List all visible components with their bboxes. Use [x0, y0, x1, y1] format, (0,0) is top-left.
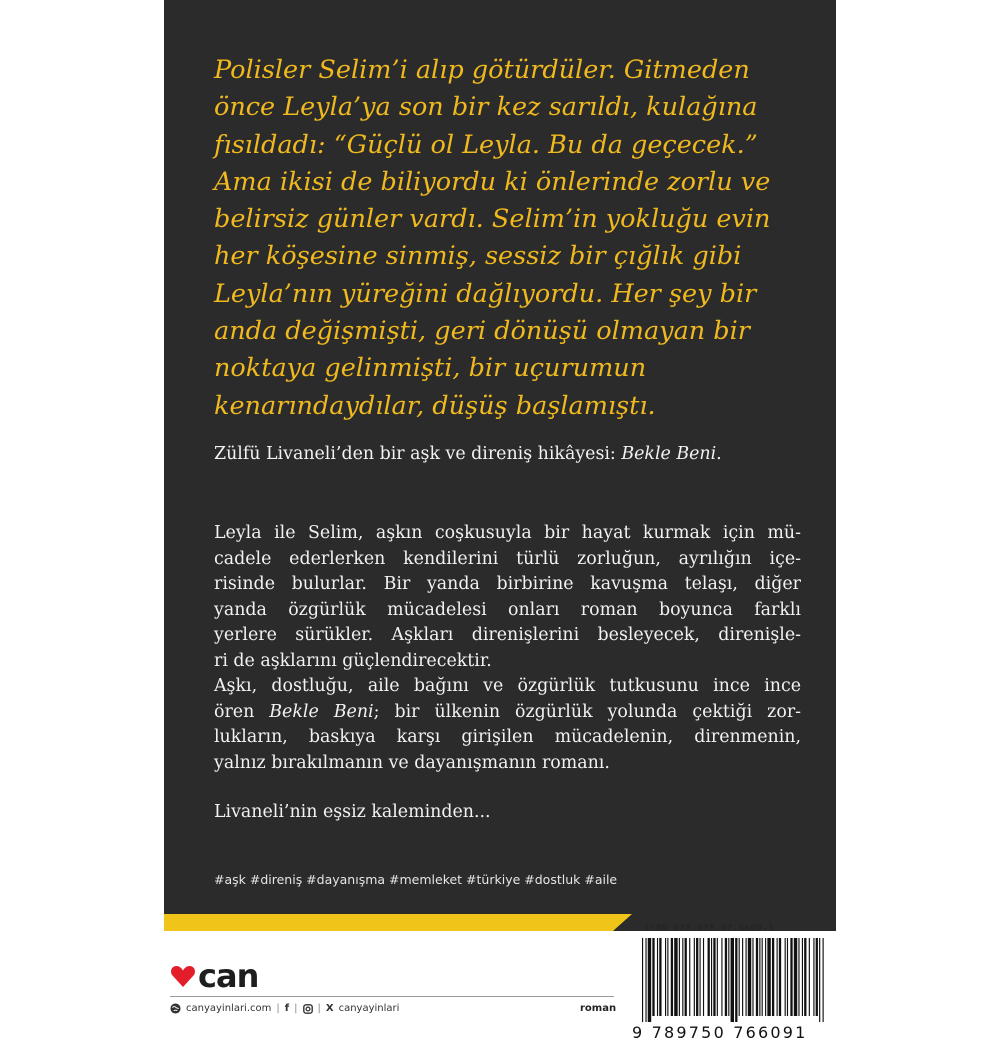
barcode-bar	[809, 938, 810, 1016]
book-title-inline: Bekle Beni	[269, 701, 374, 722]
synopsis-line: ri de aşklarını güçlendirecektir.	[214, 650, 492, 671]
barcode-bar	[725, 938, 727, 1016]
intro-line	[214, 442, 801, 468]
barcode-bar	[823, 938, 824, 1022]
barcode-bar	[787, 938, 788, 1016]
barcode-bar	[642, 938, 643, 1022]
barcode-bar	[717, 938, 718, 1016]
barcode-bar	[667, 938, 668, 1016]
quote-line: noktaya gelinmişti, bir uçurumun	[214, 353, 647, 384]
publisher-logo	[170, 959, 258, 993]
barcode-bar	[804, 938, 806, 1016]
quote-line: Leyla’nın yüreğini dağlıyordu. Her şey bir	[214, 278, 757, 309]
barcode-bar	[759, 938, 760, 1016]
closing-text: Livaneli’nin eşsiz kaleminden...	[214, 802, 491, 822]
back-cover	[164, 0, 836, 1050]
social-links	[170, 1003, 399, 1014]
barcode-bar	[679, 938, 680, 1016]
barcode-bar	[713, 938, 715, 1016]
barcode-bar	[735, 938, 737, 1022]
barcode-bar	[728, 938, 729, 1016]
quote-line: önce Leyla’ya son bir kez sarıldı, kulağına	[214, 92, 758, 123]
barcode-bar	[752, 938, 753, 1016]
themes-line: yalnız bırakılmanın ve dayanışmanın romanı.	[214, 752, 610, 773]
separator: |	[317, 1003, 321, 1014]
barcode-bar	[708, 938, 710, 1016]
barcode-bar	[794, 938, 797, 1016]
barcode-bar	[703, 938, 704, 1016]
heart-icon	[170, 964, 196, 988]
logo-text: can	[198, 957, 259, 995]
barcode-bar	[739, 938, 740, 1016]
intro-prefix: Zülfü Livaneli’den bir aşk ve direniş hikâyesi:	[214, 444, 622, 464]
barcode-bar	[648, 938, 651, 1022]
barcode-bar	[762, 938, 763, 1016]
barcode-bar	[645, 938, 646, 1022]
themes-line2-prefix: ören	[214, 701, 270, 722]
barcode-bar	[689, 938, 690, 1016]
barcode-bar	[777, 938, 778, 1016]
barcode-bar	[816, 938, 818, 1016]
barcode	[640, 938, 830, 1022]
website-link[interactable]: canyayinlari.com	[186, 1003, 272, 1014]
isbn-label: ISBN 978-975-07-6609-1	[644, 924, 775, 934]
barcode-bar	[742, 938, 743, 1016]
synopsis-line: risinde bulurlar. Bir yanda birbirine kavuşma telaşı, diğer	[214, 574, 801, 595]
intro-paragraph	[214, 442, 801, 468]
hashtags: #aşk #direniş #dayanışma #memleket #türkiye #dostluk #aile	[214, 872, 618, 887]
intro-suffix: .	[716, 444, 722, 464]
separator: |	[276, 1003, 280, 1014]
quote-line: her köşesine sinmiş, sessiz bir çığlık gibi	[214, 241, 742, 272]
closing-line	[214, 800, 801, 826]
synopsis-line: yerlere sürükler. Aşkları direnişlerini besleyecek, direnişle-	[214, 625, 801, 646]
themes-line: Aşkı, dostluğu, aile bağını ve özgürlük tutkusunu ince ince	[214, 676, 801, 696]
barcode-number: 9 789750 766091	[632, 1023, 808, 1042]
barcode-bar	[657, 938, 658, 1016]
quote-line: anda değişmişti, geri dönüşü olmayan bir	[214, 316, 750, 347]
separator: |	[294, 1003, 298, 1014]
quote-line: fısıldadı: “Güçlü ol Leyla. Bu da geçecek.”	[214, 129, 758, 160]
barcode-bar	[665, 938, 666, 1016]
barcode-bar	[746, 938, 747, 1016]
footer-divider	[170, 996, 614, 997]
barcode-bar	[748, 938, 751, 1016]
synopsis-line: Leyla ile Selim, aşkın coşkusuyla bir hayat kurmak için mü-	[214, 523, 801, 543]
barcode-bar	[671, 938, 673, 1016]
band-top-edge	[164, 904, 836, 914]
barcode-bar	[721, 938, 722, 1016]
themes-line: lukların, baskıya karşı girişilen mücadelenin, direnmenin,	[214, 727, 801, 748]
themes-paragraph	[214, 674, 801, 776]
synopsis-line: yanda özgürlük mücadelesi onları roman boyunca farklı	[214, 599, 801, 620]
social-handle[interactable]: canyayinlari	[338, 1003, 400, 1014]
barcode-bar	[711, 938, 712, 1016]
barcode-bar	[819, 938, 820, 1022]
barcode-bar	[700, 938, 701, 1016]
barcode-bar	[785, 938, 786, 1016]
barcode-bar	[674, 938, 677, 1016]
synopsis-line: cadele ederlerken kendilerini türlü zorluğun, ayrılığın içe-	[214, 548, 801, 569]
barcode-bar	[685, 938, 687, 1016]
barcode-bar	[696, 938, 698, 1016]
themes-line2-suffix: ; bir ülkenin özgürlük yolunda çektiği zor-	[373, 701, 802, 722]
facebook-icon[interactable]: f	[284, 1003, 290, 1014]
quote-line: kenarındaydılar, düşüş başlamıştı.	[214, 390, 656, 421]
globe-icon	[170, 1003, 181, 1014]
barcode-bar	[765, 938, 766, 1016]
barcode-bar	[756, 938, 758, 1016]
barcode-bar	[790, 938, 792, 1016]
synopsis-paragraph	[214, 521, 801, 675]
genre-label: roman	[580, 1003, 617, 1014]
barcode-bar	[779, 938, 781, 1016]
instagram-icon[interactable]	[303, 1004, 313, 1014]
x-icon[interactable]: X	[325, 1003, 334, 1014]
quote-line: Ama ikisi de biliyordu ki önlerinde zorlu ve	[214, 166, 771, 197]
barcode-bar	[798, 938, 799, 1016]
themes-line	[214, 700, 801, 726]
barcode-bar	[694, 938, 695, 1016]
quote-line: Polisler Selim’i alıp götürdüler. Gitmeden	[214, 55, 750, 85]
barcode-bar	[767, 938, 770, 1016]
barcode-bar	[682, 938, 683, 1016]
barcode-bar	[652, 938, 654, 1016]
quote-block	[214, 52, 804, 425]
barcode-bar	[802, 938, 803, 1016]
barcode-bar	[772, 938, 774, 1016]
barcode-bar	[813, 938, 814, 1016]
quote-line: belirsiz günler vardı. Selim’in yokluğu evin	[214, 204, 771, 235]
barcode-bar	[659, 938, 661, 1016]
book-title: Bekle Beni	[621, 444, 717, 464]
barcode-bar	[731, 938, 734, 1022]
